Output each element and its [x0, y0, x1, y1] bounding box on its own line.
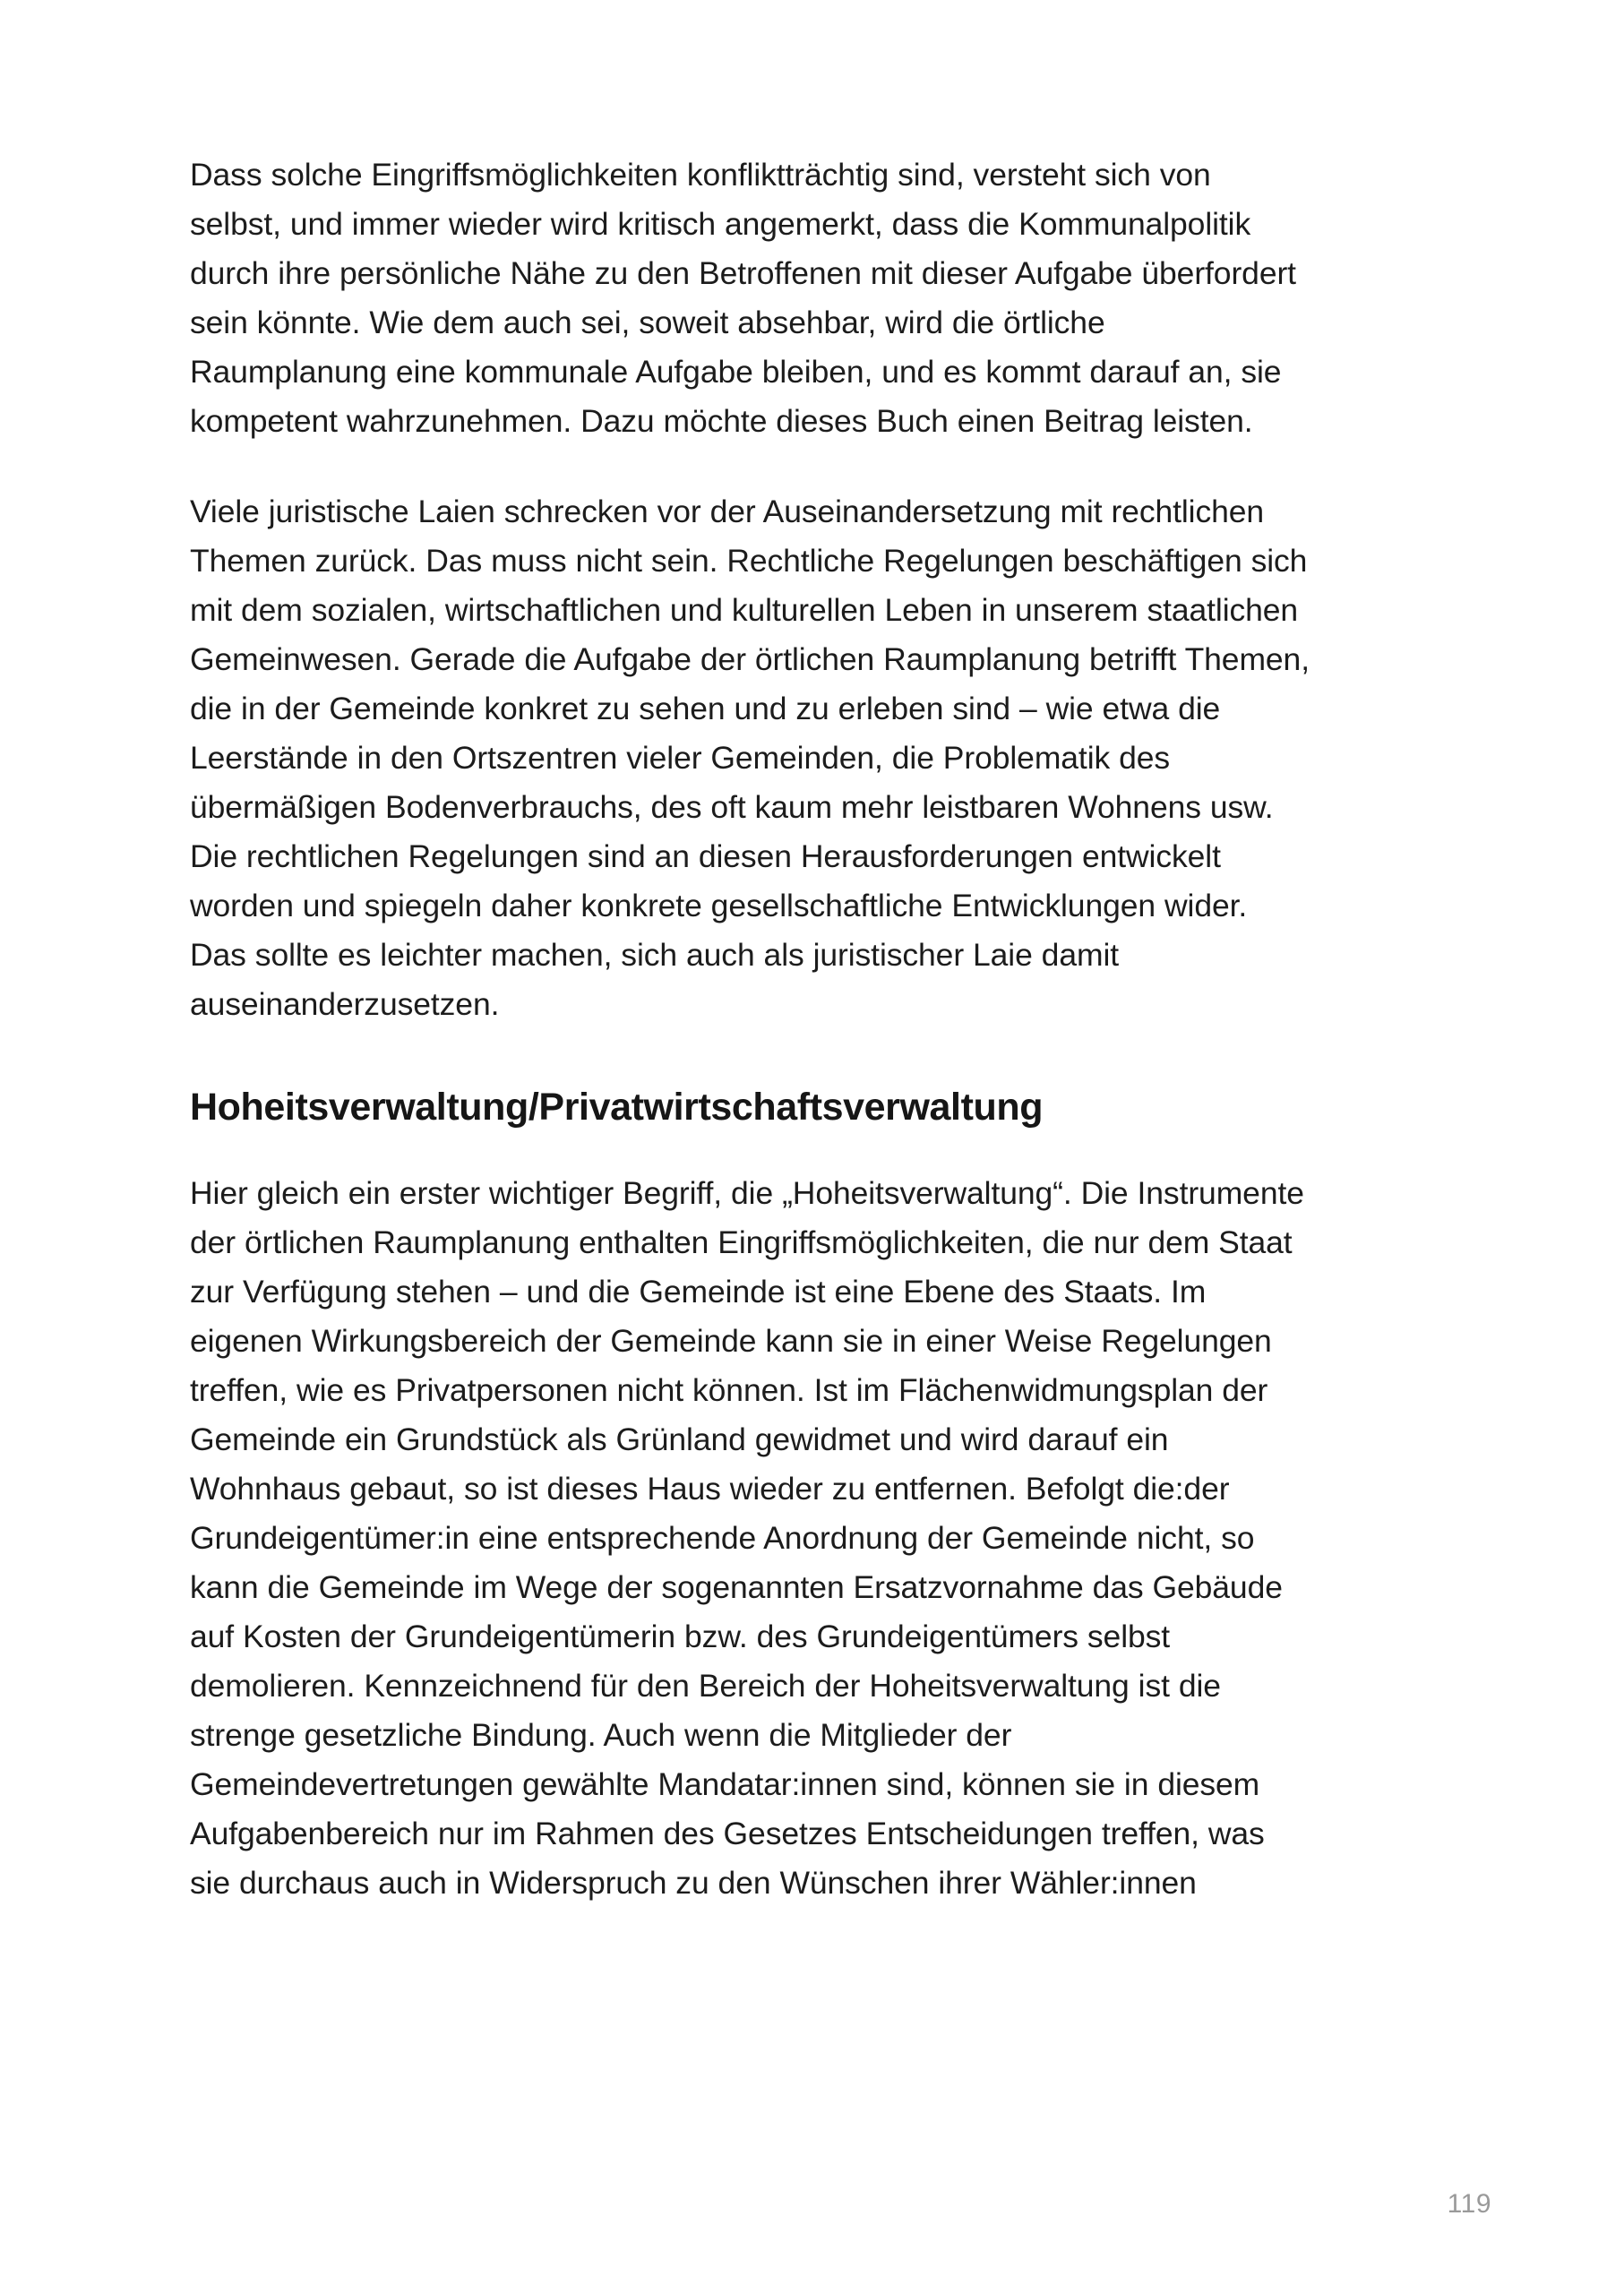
section-heading: Hoheitsverwaltung/Privatwirtschaftsverwaltung	[190, 1086, 1044, 1129]
body-paragraph-3: Hier gleich ein erster wichtiger Begriff, die „Hoheitsverwaltung“. Die Instrumente der örtlichen Raumplanung enthalten Eingriffsmöglichkeiten, die nur dem Staat zur Verfügung stehen – und die Gemeinde ist eine Ebene des Staats. Im eigenen Wirkungsbereich der Gemeinde kann sie in einer Weise Regelungen treffen, wie es Privatpersonen nicht können. Ist im Flächenwidmungsplan der Gemeinde ein Grundstück als Grünland gewidmet und wird darauf ein Wohnhaus gebaut, so ist dieses Haus wieder zu entfernen. Befolgt die:der Grundeigentümer:in eine entsprechende Anordnung der Gemeinde nicht, so kann die Gemeinde im Wege der sogenannten Ersatzvornahme das Gebäude auf Kosten der Grundeigentümerin bzw. des Grundeigentümers selbst demolieren. Kennzeichnend für den Bereich der Hoheitsverwaltung ist die strenge gesetzliche Bindung. Auch wenn die Mitglieder der Gemeindevertretungen gewählte Mandatar:innen sind, können sie in diesem Aufgabenbereich nur im Rahmen des Gesetzes Entscheidungen treffen, was sie durchaus auch in Widerspruch zu den Wünschen ihrer Wähler:innen	[190, 1175, 1304, 1901]
body-paragraph-2: Viele juristische Laien schrecken vor der Auseinandersetzung mit rechtlichen Themen zurück. Das muss nicht sein. Rechtliche Regelungen beschäftigen sich mit dem sozialen, wirtschaftlichen und kulturellen Leben in unserem staatlichen Gemeinwesen. Gerade die Aufgabe der örtlichen Raumplanung betrifft Themen, die in der Gemeinde konkret zu sehen und zu erleben sind – wie etwa die Leerstände in den Ortszentren vieler Gemeinden, die Problematik des übermäßigen Bodenverbrauchs, des oft kaum mehr leistbaren Wohnens usw. Die rechtlichen Regelungen sind an diesen Herausforderungen entwickelt worden und spiegeln daher konkrete gesellschaftliche Entwicklungen wider. Das sollte es leichter machen, sich auch als juristischer Laie damit auseinanderzusetzen.	[190, 494, 1310, 1022]
page-number: 119	[1447, 2189, 1491, 2219]
body-paragraph-1: Dass solche Eingriffsmöglichkeiten konfliktträchtig sind, versteht sich von selbst, und immer wieder wird kritisch angemerkt, dass die Kommunalpolitik durch ihre persönliche Nähe zu den Betroffenen mit dieser Aufgabe überfordert sein könnte. Wie dem auch sei, soweit absehbar, wird die örtliche Raumplanung eine kommunale Aufgabe bleiben, und es kommt darauf an, sie kompetent wahrzunehmen. Dazu möchte dieses Buch einen Beitrag leisten.	[190, 157, 1296, 439]
text-column	[190, 150, 1310, 1949]
